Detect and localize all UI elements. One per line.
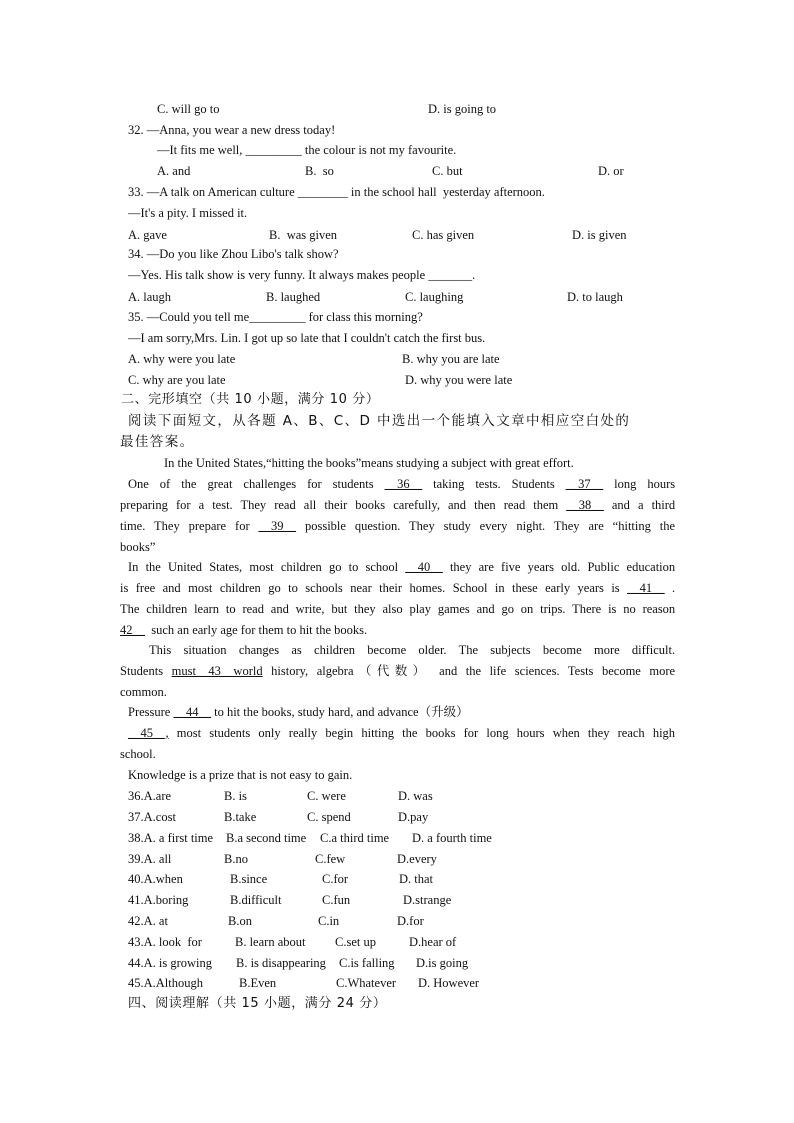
blank-41: __41__ [627, 581, 665, 595]
q35-options-row-1 [0, 349, 794, 370]
passage-line-4: time. They prepare for __39__ possible question. They study every night. They are “hitting the [120, 519, 676, 533]
q33-stem: 33. —A talk on American culture ________ in the school hall yesterday afternoon. [128, 185, 545, 199]
q34-blank: _______ [428, 268, 473, 282]
q32-reply: —It fits me well, _________ the colour is not my favourite. [157, 143, 457, 157]
options-row-37: 37.A.cost B.take C. spend D.pay [128, 810, 429, 824]
section4-title: 四、阅读理解（共 15 小题，满分 24 分） [128, 996, 387, 1011]
options-row-44: 44.A. is growing B. is disappearing C.is falling D.is going [128, 956, 469, 970]
passage-line-13: Pressure __44__ to hit the books, study hard, and advance（升级） [128, 705, 469, 719]
q35-option-c: C. why are you late [128, 373, 226, 387]
passage-line-5: books” [120, 540, 156, 554]
q32-option-c: C. but [432, 164, 463, 178]
options-row-39: 39.A. all B.no C.few D.every [128, 852, 437, 866]
blank-42: 42__ [120, 623, 145, 637]
options-row-40: 40.A.when B.since C.for D. that [128, 872, 434, 886]
q33-option-c: C. has given [412, 228, 475, 242]
passage-line-7: is free and most children go to schools near their homes. School in these early years is __41__ . [120, 581, 676, 595]
options-row-45: 45.A.Although B.Even C.Whatever D. However [128, 976, 480, 990]
q35-option-b: B. why you are late [402, 352, 500, 366]
passage-line-11: Students must__43__world history, algebra（代数） and the life sciences. Tests become more [120, 664, 676, 678]
q35-reply: —I am sorry,Mrs. Lin. I got up so late that I couldn't catch the first bus. [128, 331, 486, 345]
blank-38: __38__ [566, 498, 604, 512]
blank-45: __45__, [128, 726, 169, 740]
q33-option-b: B. was given [269, 228, 338, 242]
blank-37: __37__ [565, 477, 604, 491]
q33-options-row [0, 225, 794, 246]
q34-option-b: B. laughed [266, 290, 321, 304]
options-row-41: 41.A.boring B.difficult C.fun D.strange [128, 893, 452, 907]
q34-options-row [0, 287, 794, 308]
passage-paragraph-1: In the United States,“hitting the books”means studying a subject with great effort. [164, 456, 574, 470]
q34-option-a: A. laugh [128, 290, 172, 304]
q33-reply: —It's a pity. I missed it. [128, 206, 248, 220]
q31-option-c: C. will go to [157, 102, 220, 116]
q31-options-row [0, 99, 794, 120]
blank-43: must__43__world [171, 664, 263, 678]
q32-option-d: D. or [598, 164, 624, 178]
passage-line-3: preparing for a test. They read all their books carefully, and then read them __38__ and a third [120, 498, 676, 512]
q34-stem: 34. —Do you like Zhou Libo's talk show? [128, 247, 339, 261]
section2-instruction-2: 最佳答案。 [120, 434, 195, 450]
passage-line-2: One of the great challenges for students __36__ taking tests. Students __37__ long hours [128, 477, 676, 491]
q35-options-row-2 [0, 370, 794, 391]
blank-44: __44__ [173, 705, 211, 719]
q32-blank: _________ [245, 143, 302, 157]
q35-option-a: A. why were you late [128, 352, 236, 366]
q33-blank: ________ [297, 185, 348, 199]
passage-line-14: __45__, most students only really begin hitting the books for long hours when they reach high [128, 726, 676, 740]
passage-line-10: This situation changes as children become older. The subjects become more difficult. [149, 643, 676, 657]
options-row-43: 43.A. look for B. learn about C.set up D.hear of [128, 935, 457, 949]
q33-option-a: A. gave [128, 228, 167, 242]
q35-stem: 35. —Could you tell me_________ for class this morning? [128, 310, 423, 324]
passage-line-16: Knowledge is a prize that is not easy to gain. [128, 768, 353, 782]
q34-reply: —Yes. His talk show is very funny. It always makes people _______. [128, 268, 476, 282]
q35-option-d: D. why you were late [405, 373, 513, 387]
options-row-36: 36.A.are B. is C. were D. was [128, 789, 433, 803]
q32-options-row [0, 161, 794, 182]
q32-option-a: A. and [157, 164, 191, 178]
q32-stem: 32. —Anna, you wear a new dress today! [128, 123, 336, 137]
blank-39: __39__ [258, 519, 297, 533]
q34-option-d: D. to laugh [567, 290, 623, 304]
options-row-42: 42.A. at B.on C.in D.for [128, 914, 424, 928]
passage-line-15: school. [120, 747, 156, 761]
passage-line-9: 42__ such an early age for them to hit the books. [120, 623, 368, 637]
q35-blank: _________ [249, 310, 306, 324]
blank-40: __40__ [405, 560, 443, 574]
section2-instruction-1: 阅读下面短文，从各题 A、B、C、D 中选出一个能填入文章中相应空白处的 [128, 413, 631, 429]
section2-title: 二、完形填空（共 10 小题，满分 10 分） [121, 392, 380, 407]
q32-option-b: B. so [305, 164, 334, 178]
passage-line-8: The children learn to read and write, but they also play games and go on trips. There is no reason [120, 602, 676, 616]
passage-line-12: common. [120, 685, 167, 699]
q31-option-d: D. is going to [428, 102, 497, 116]
blank-36: __36__ [384, 477, 423, 491]
options-row-38: 38.A. a first time B.a second time C.a third time D. a fourth time [128, 831, 492, 845]
passage-line-6: In the United States, most children go to school __40__ they are five years old. Public education [128, 560, 676, 574]
q33-option-d: D. is given [572, 228, 627, 242]
q34-option-c: C. laughing [405, 290, 464, 304]
